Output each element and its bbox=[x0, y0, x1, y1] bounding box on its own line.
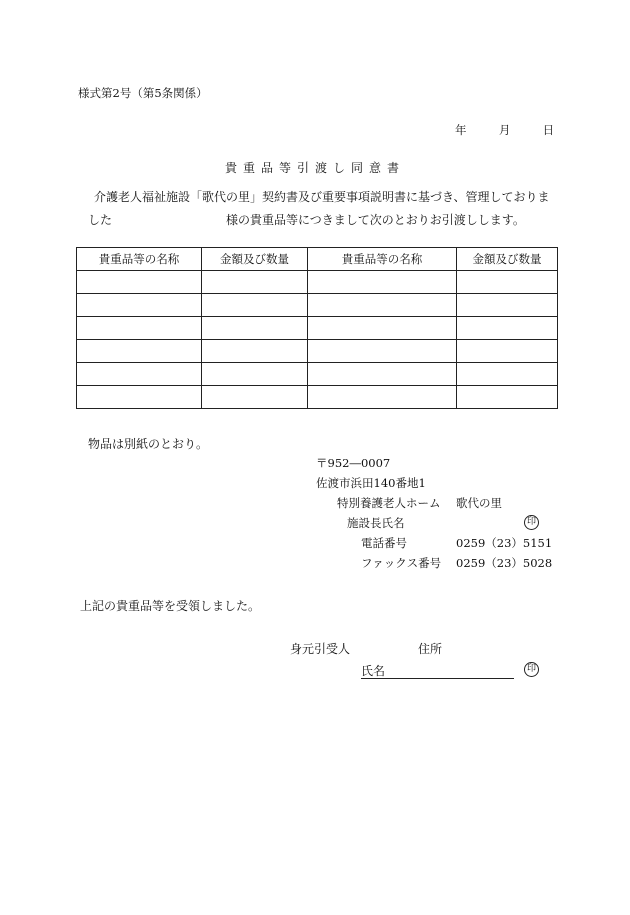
table-row bbox=[77, 386, 558, 409]
header-item-name-2: 貴重品等の名称 bbox=[308, 248, 457, 271]
header-amount-qty-2: 金額及び数量 bbox=[457, 248, 558, 271]
guarantor-label: 身元引受人 bbox=[290, 642, 351, 656]
table-header-row bbox=[77, 248, 558, 271]
table-cell[interactable] bbox=[457, 386, 558, 409]
guarantor-name-field[interactable] bbox=[361, 678, 514, 679]
intro-line-2-end: 様の貴重品等につきまして次のとおりお引渡しします。 bbox=[226, 213, 525, 227]
guarantor-address-label: 住所 bbox=[418, 642, 443, 656]
table-cell[interactable] bbox=[77, 271, 202, 294]
note-text: 物品は別紙のとおり。 bbox=[88, 437, 209, 451]
valuables-table bbox=[76, 247, 558, 409]
table-cell[interactable] bbox=[77, 386, 202, 409]
fax-label: ファックス番号 bbox=[361, 556, 442, 570]
table-cell[interactable] bbox=[457, 340, 558, 363]
table-row bbox=[77, 340, 558, 363]
date-year-label: 年 bbox=[455, 123, 467, 137]
guarantor-name-label: 氏名 bbox=[361, 664, 386, 678]
table-cell[interactable] bbox=[77, 340, 202, 363]
table-cell[interactable] bbox=[77, 363, 202, 386]
received-statement: 上記の貴重品等を受領しました。 bbox=[80, 599, 261, 613]
table-cell[interactable] bbox=[457, 271, 558, 294]
table-cell[interactable] bbox=[202, 271, 308, 294]
intro-line-1: 介護老人福祉施設「歌代の里」契約書及び重要事項説明書に基づき、管理しておりま bbox=[94, 190, 550, 204]
table-cell[interactable] bbox=[308, 271, 457, 294]
table-cell[interactable] bbox=[77, 317, 202, 340]
date-line bbox=[455, 125, 554, 137]
form-number: 様式第2号（第5条関係） bbox=[78, 86, 208, 100]
table-cell[interactable] bbox=[77, 294, 202, 317]
seal-mark: 印 bbox=[524, 662, 539, 677]
table-cell[interactable] bbox=[202, 363, 308, 386]
facility-name: 歌代の里 bbox=[456, 496, 502, 510]
facility-type: 特別養護老人ホーム bbox=[337, 496, 441, 510]
table-row bbox=[77, 363, 558, 386]
facility-postal-code: 〒952―0007 bbox=[316, 456, 391, 470]
table-cell[interactable] bbox=[308, 294, 457, 317]
table-cell[interactable] bbox=[308, 363, 457, 386]
table-cell[interactable] bbox=[308, 340, 457, 363]
table-cell[interactable] bbox=[202, 340, 308, 363]
phone-number: 0259（23）5151 bbox=[456, 536, 553, 550]
header-item-name-1: 貴重品等の名称 bbox=[77, 248, 202, 271]
intro-line-2 bbox=[88, 214, 525, 226]
table-cell[interactable] bbox=[457, 294, 558, 317]
table-cell[interactable] bbox=[457, 317, 558, 340]
document-title: 貴重品等引渡し同意書 bbox=[224, 161, 405, 175]
table-row bbox=[77, 271, 558, 294]
table-cell[interactable] bbox=[308, 386, 457, 409]
table-cell[interactable] bbox=[308, 317, 457, 340]
intro-line-2-start: した bbox=[88, 213, 113, 227]
director-name-label: 施設長氏名 bbox=[347, 516, 405, 530]
date-month-label: 月 bbox=[498, 123, 511, 137]
table-row bbox=[77, 294, 558, 317]
fax-number: 0259（23）5028 bbox=[456, 556, 553, 570]
phone-label: 電話番号 bbox=[361, 536, 407, 550]
facility-address: 佐渡市浜田140番地1 bbox=[316, 476, 426, 490]
table-cell[interactable] bbox=[202, 294, 308, 317]
seal-mark: 印 bbox=[524, 515, 539, 530]
table-cell[interactable] bbox=[202, 317, 308, 340]
date-day-label: 日 bbox=[542, 123, 555, 137]
header-amount-qty-1: 金額及び数量 bbox=[202, 248, 308, 271]
table-cell[interactable] bbox=[457, 363, 558, 386]
table-cell[interactable] bbox=[202, 386, 308, 409]
table-row bbox=[77, 317, 558, 340]
